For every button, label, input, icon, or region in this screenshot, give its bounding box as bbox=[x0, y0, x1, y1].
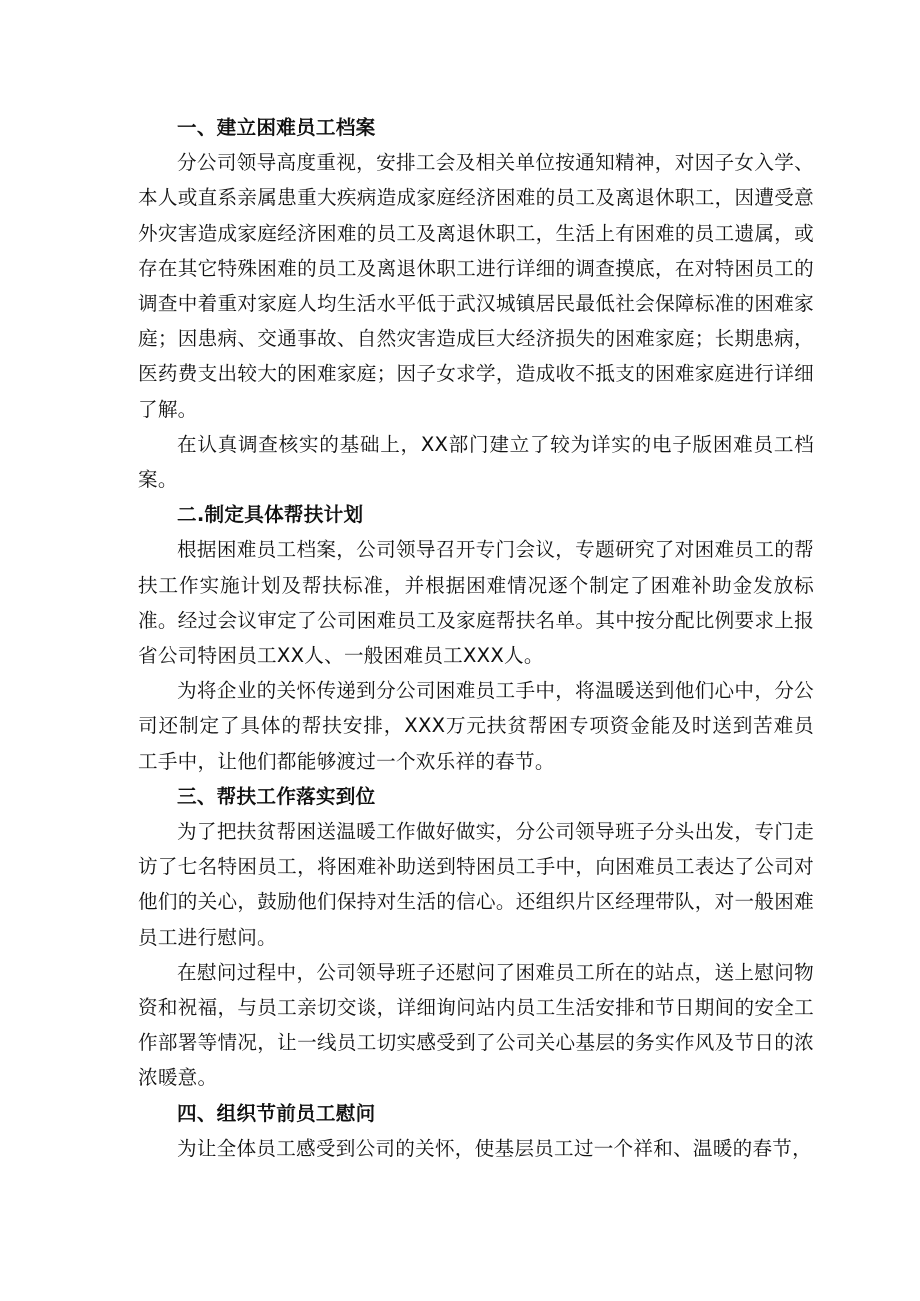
paragraph: 为将企业的关怀传递到分公司困难员工手中，将温暖送到他们心中，分公司还制定了具体的帮扶安排，XXX万元扶贫帮困专项资金能及时送到苦难员工手中，让他们都能够渡过一个欢乐祥的春节。 bbox=[138, 679, 814, 773]
section-1 bbox=[138, 110, 814, 497]
section-2 bbox=[138, 497, 814, 779]
section-heading: 二.制定具体帮扶计划 bbox=[177, 503, 364, 527]
document-body bbox=[138, 110, 814, 1166]
section-4 bbox=[138, 1096, 814, 1166]
paragraph: 分公司领导高度重视，安排工会及相关单位按通知精神，对因子女入学、本人或直系亲属患重大疾病造成家庭经济困难的员工及离退休职工，因遭受意外灾害造成家庭经济困难的员工及离退休职工，生活上有困难的员工遗属，或存在其它特殊困难的员工及离退休职工进行详细的调查摸底，在对特困员工的调查中着重对家庭人均生活水平低于武汉城镇居民最低社会保障标准的困难家庭；因患病、交通事故、自然灾害造成巨大经济损失的困难家庭；长期患病，医药费支出较大的困难家庭；因子女求学，造成收不抵支的困难家庭进行详细了解。 bbox=[138, 151, 814, 421]
paragraph: 根据困难员工档案，公司领导召开专门会议，专题研究了对困难员工的帮扶工作实施计划及帮扶标准，并根据困难情况逐个制定了困难补助金发放标准。经过会议审定了公司困难员工及家庭帮扶名单。其中按分配比例要求上报省公司特困员工XX人、一般困难员工XXX人。 bbox=[138, 538, 814, 668]
paragraph: 为了把扶贫帮困送温暖工作做好做实，分公司领导班子分头出发，专门走访了七名特困员工，将困难补助送到特困员工手中，向困难员工表达了公司对他们的关心，鼓励他们保持对生活的信心。还组织片区经理带队，对一般困难员工进行慰问。 bbox=[138, 820, 814, 949]
section-heading: 三、帮扶工作落实到位 bbox=[177, 784, 376, 808]
section-heading: 四、组织节前员工慰问 bbox=[177, 1101, 376, 1125]
paragraph: 在慰问过程中，公司领导班子还慰问了困难员工所在的站点，送上慰问物资和祝福，与员工亲切交谈，详细询问站内员工生活安排和节日期间的安全工作部署等情况，让一线员工切实感受到了公司关心基层的务实作风及节日的浓浓暖意。 bbox=[138, 960, 814, 1090]
paragraph: 在认真调查核实的基础上，XX部门建立了较为详实的电子版困难员工档案。 bbox=[138, 432, 814, 492]
paragraph: 为让全体员工感受到公司的关怀，使基层员工过一个祥和、温暖的春节， bbox=[177, 1136, 812, 1160]
section-heading: 一、建立困难员工档案 bbox=[177, 116, 376, 139]
section-3 bbox=[138, 779, 814, 1096]
